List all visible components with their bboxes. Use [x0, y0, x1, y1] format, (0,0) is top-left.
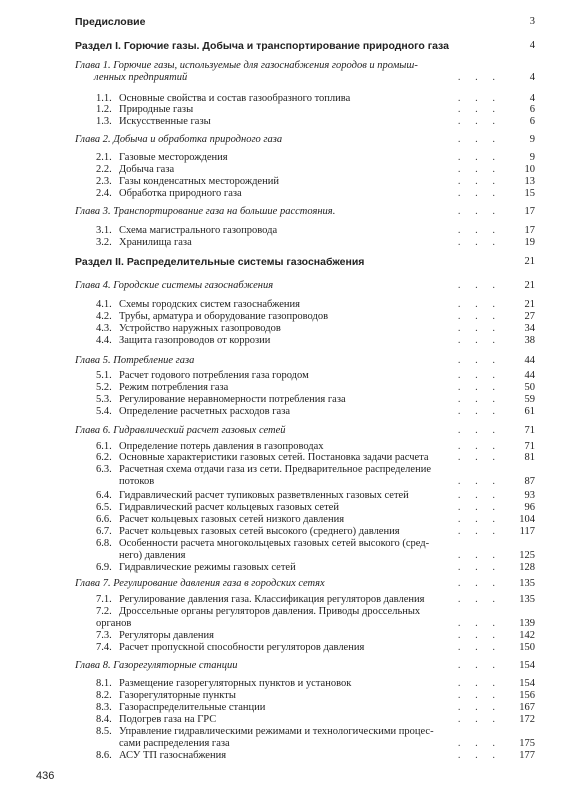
page-ref: 135: [519, 578, 535, 589]
section-title: Устройство наружных газопроводов: [119, 323, 281, 334]
dot-leader: . . .: [457, 335, 501, 346]
part-title: Раздел II. Распределительные системы газоснабжения: [75, 256, 365, 268]
section-number: 4.2.: [96, 311, 112, 322]
section-number: 5.2.: [96, 382, 112, 393]
dot-leader: . . .: [457, 750, 501, 761]
section-number: 6.8.: [96, 538, 112, 549]
section-number: 8.1.: [96, 678, 112, 689]
dot-leader: . . .: [457, 237, 501, 248]
page-ref: 139: [519, 618, 535, 629]
chapter-title: Глава 2. Добыча и обработка природного газа: [75, 134, 283, 145]
section-number: 7.4.: [96, 642, 112, 653]
section-title: Газораспределительные станции: [119, 702, 266, 713]
dot-leader: . . .: [457, 660, 501, 671]
section-number: 1.2.: [96, 104, 112, 115]
page-ref: 50: [524, 382, 535, 393]
page-ref: 21: [524, 299, 535, 310]
page-ref: 6: [529, 116, 535, 127]
page-ref: 6: [529, 104, 535, 115]
chapter-title: Глава 7. Регулирование давления газа в городских сетях: [75, 578, 325, 589]
dot-leader: . . .: [457, 370, 501, 381]
section-title: потоков: [119, 476, 155, 487]
section-title: Защита газопроводов от коррозии: [119, 335, 271, 346]
section-title: Регулирование неравномерности потребления газа: [119, 394, 346, 405]
part-title: Раздел I. Горючие газы. Добыча и транспортирование природного газа: [75, 40, 449, 52]
dot-leader: . . .: [457, 490, 501, 501]
section-number: 8.4.: [96, 714, 112, 725]
page-ref: 154: [519, 678, 535, 689]
section-title: Основные характеристики газовых сетей. Постановка задачи расчета: [119, 452, 429, 463]
section-title: Определение расчетных расходов газа: [119, 406, 291, 417]
dot-leader: . . .: [457, 104, 501, 115]
dot-leader: . . .: [457, 406, 501, 417]
dot-leader: . . .: [457, 188, 501, 199]
section-title: АСУ ТП газоснабжения: [119, 750, 227, 761]
dot-leader: . . .: [457, 425, 501, 436]
section-title: Расчет пропускной способности регуляторов давления: [119, 642, 365, 653]
page-ref: 87: [524, 476, 535, 487]
section-number: 4.1.: [96, 299, 112, 310]
section-number: 6.2.: [96, 452, 112, 463]
dot-leader: . . .: [457, 116, 501, 127]
page-ref: 21: [524, 280, 535, 291]
dot-leader: . . .: [457, 323, 501, 334]
chapter-title: ленных предприятий: [94, 72, 188, 83]
page-ref: 81: [524, 452, 535, 463]
dot-leader: . . .: [457, 441, 501, 452]
page-ref: 17: [524, 225, 535, 236]
section-title: Дроссельные органы регуляторов давления. Приводы дроссельных: [119, 606, 421, 617]
section-title: Схемы городских систем газоснабжения: [119, 299, 300, 310]
section-number: 3.2.: [96, 237, 112, 248]
section-title: Основные свойства и состав газообразного топлива: [119, 93, 351, 104]
page-ref: 167: [519, 702, 535, 713]
page-ref: 44: [524, 355, 535, 366]
page-ref: 44: [524, 370, 535, 381]
dot-leader: . . .: [457, 690, 501, 701]
section-number: 6.7.: [96, 526, 112, 537]
dot-leader: . . .: [457, 355, 501, 366]
section-title: Гидравлический расчет тупиковых разветвленных газовых сетей: [119, 490, 409, 501]
page-ref: 38: [524, 335, 535, 346]
section-title: Газорегуляторные пункты: [119, 690, 236, 701]
chapter-title: Глава 1. Горючие газы, используемые для газоснабжения городов и промыш-: [75, 60, 418, 71]
dot-leader: . . .: [457, 394, 501, 405]
section-number: 5.3.: [96, 394, 112, 405]
chapter-title: Глава 4. Городские системы газоснабжения: [75, 280, 274, 291]
section-title: Добыча газа: [119, 164, 175, 175]
section-number: 7.2.: [96, 606, 112, 617]
dot-leader: . . .: [457, 594, 501, 605]
page-ref: 128: [519, 562, 535, 573]
section-title: Расчет кольцевых газовых сетей низкого давления: [119, 514, 345, 525]
page-ref: 172: [519, 714, 535, 725]
page-ref: 17: [524, 206, 535, 217]
dot-leader: . . .: [457, 714, 501, 725]
section-title: Схема магистрального газопровода: [119, 225, 278, 236]
section-title: него) давления: [119, 550, 186, 561]
section-title: Особенности расчета многокольцевых газовых сетей высокого (сред-: [119, 538, 430, 549]
chapter-title: Глава 6. Гидравлический расчет газовых сетей: [75, 425, 286, 436]
dot-leader: . . .: [457, 206, 501, 217]
section-number: 6.5.: [96, 502, 112, 513]
page-ref: 96: [524, 502, 535, 513]
section-number: 2.4.: [96, 188, 112, 199]
chapter-title: Глава 5. Потребление газа: [75, 355, 195, 366]
page-ref: 150: [519, 642, 535, 653]
section-number: 4.4.: [96, 335, 112, 346]
dot-leader: . . .: [457, 618, 501, 629]
page-ref: 4: [529, 72, 535, 83]
section-number: 8.2.: [96, 690, 112, 701]
page-ref: 4: [529, 40, 535, 51]
section-number: 6.1.: [96, 441, 112, 452]
section-title: Регуляторы давления: [119, 630, 214, 641]
section-title: Расчет кольцевых газовых сетей высокого (среднего) давления: [119, 526, 400, 537]
dot-leader: . . .: [457, 514, 501, 525]
section-title: Расчет годового потребления газа городом: [119, 370, 309, 381]
dot-leader: . . .: [457, 642, 501, 653]
section-number: 7.1.: [96, 594, 112, 605]
section-number: 1.1.: [96, 93, 112, 104]
dot-leader: . . .: [457, 164, 501, 175]
dot-leader: . . .: [457, 502, 501, 513]
dot-leader: . . .: [457, 550, 501, 561]
section-title: Обработка природного газа: [119, 188, 242, 199]
page-ref: 177: [519, 750, 535, 761]
page-ref: 61: [524, 406, 535, 417]
page-ref: 156: [519, 690, 535, 701]
dot-leader: . . .: [457, 280, 501, 291]
page-ref: 13: [524, 176, 535, 187]
dot-leader: . . .: [457, 93, 501, 104]
section-title: Управление гидравлическими режимами и технологическими процес-: [119, 726, 434, 737]
section-number: 8.6.: [96, 750, 112, 761]
section-number: 3.1.: [96, 225, 112, 236]
section-title: Гидравлический расчет кольцевых газовых сетей: [119, 502, 339, 513]
section-number: 5.4.: [96, 406, 112, 417]
dot-leader: . . .: [457, 578, 501, 589]
dot-leader: . . .: [457, 311, 501, 322]
section-number: 6.6.: [96, 514, 112, 525]
section-number: 5.1.: [96, 370, 112, 381]
section-title: Искусственные газы: [119, 116, 211, 127]
page-ref: 71: [524, 425, 535, 436]
section-number: 1.3.: [96, 116, 112, 127]
section-title: Определение потерь давления в газопроводах: [119, 441, 324, 452]
page-ref: 9: [529, 134, 535, 145]
dot-leader: . . .: [457, 476, 501, 487]
section-number: 4.3.: [96, 323, 112, 334]
page-ref: 154: [519, 660, 535, 671]
dot-leader: . . .: [457, 134, 501, 145]
page-ref: 59: [524, 394, 535, 405]
page-ref: 27: [524, 311, 535, 322]
page-ref: 93: [524, 490, 535, 501]
section-title: Трубы, арматура и оборудование газопроводов: [119, 311, 329, 322]
page-ref: 3: [529, 16, 535, 27]
page-ref: 125: [519, 550, 535, 561]
section-number: 2.3.: [96, 176, 112, 187]
section-title: Хранилища газа: [119, 237, 192, 248]
page-ref: 10: [524, 164, 535, 175]
section-number: 2.1.: [96, 152, 112, 163]
dot-leader: . . .: [457, 630, 501, 641]
section-title: Режим потребления газа: [119, 382, 229, 393]
page-ref: 104: [519, 514, 535, 525]
section-title: Природные газы: [119, 104, 194, 115]
dot-leader: . . .: [457, 382, 501, 393]
page-ref: 19: [524, 237, 535, 248]
page-ref: 71: [524, 441, 535, 452]
dot-leader: . . .: [457, 678, 501, 689]
section-title: Подогрев газа на ГРС: [119, 714, 217, 725]
section-title: Регулирование давления газа. Классификация регуляторов давления: [119, 594, 425, 605]
section-title: сами распределения газа: [119, 738, 230, 749]
page-ref: 135: [519, 594, 535, 605]
chapter-title: Глава 3. Транспортирование газа на большие расстояния.: [75, 206, 336, 217]
page-ref: 15: [524, 188, 535, 199]
page-number: 436: [36, 770, 55, 782]
dot-leader: . . .: [457, 738, 501, 749]
section-title: Расчетная схема отдачи газа из сети. Предварительное распределение: [119, 464, 431, 475]
page-ref: 4: [529, 93, 535, 104]
page-ref: 117: [519, 526, 535, 537]
section-title: Газы конденсатных месторождений: [119, 176, 279, 187]
section-title: Газовые месторождения: [119, 152, 228, 163]
dot-leader: . . .: [457, 526, 501, 537]
page-ref: 21: [524, 256, 535, 267]
dot-leader: . . .: [457, 452, 501, 463]
page-ref: 34: [524, 323, 535, 334]
section-number: 8.3.: [96, 702, 112, 713]
section-title: органов: [96, 618, 132, 629]
page-ref: 9: [529, 152, 535, 163]
section-number: 2.2.: [96, 164, 112, 175]
dot-leader: . . .: [457, 299, 501, 310]
section-number: 7.3.: [96, 630, 112, 641]
dot-leader: . . .: [457, 72, 501, 83]
dot-leader: . . .: [457, 225, 501, 236]
section-number: 6.9.: [96, 562, 112, 573]
dot-leader: . . .: [457, 176, 501, 187]
section-number: 6.4.: [96, 490, 112, 501]
dot-leader: . . .: [457, 702, 501, 713]
page-ref: 142: [519, 630, 535, 641]
dot-leader: . . .: [457, 562, 501, 573]
dot-leader: . . .: [457, 152, 501, 163]
section-title: Размещение газорегуляторных пунктов и установок: [119, 678, 352, 689]
chapter-title: Глава 8. Газорегуляторные станции: [75, 660, 238, 671]
section-title: Гидравлические режимы газовых сетей: [119, 562, 296, 573]
page-ref: 175: [519, 738, 535, 749]
part-title: Предисловие: [75, 16, 146, 28]
section-number: 6.3.: [96, 464, 112, 475]
section-number: 8.5.: [96, 726, 112, 737]
